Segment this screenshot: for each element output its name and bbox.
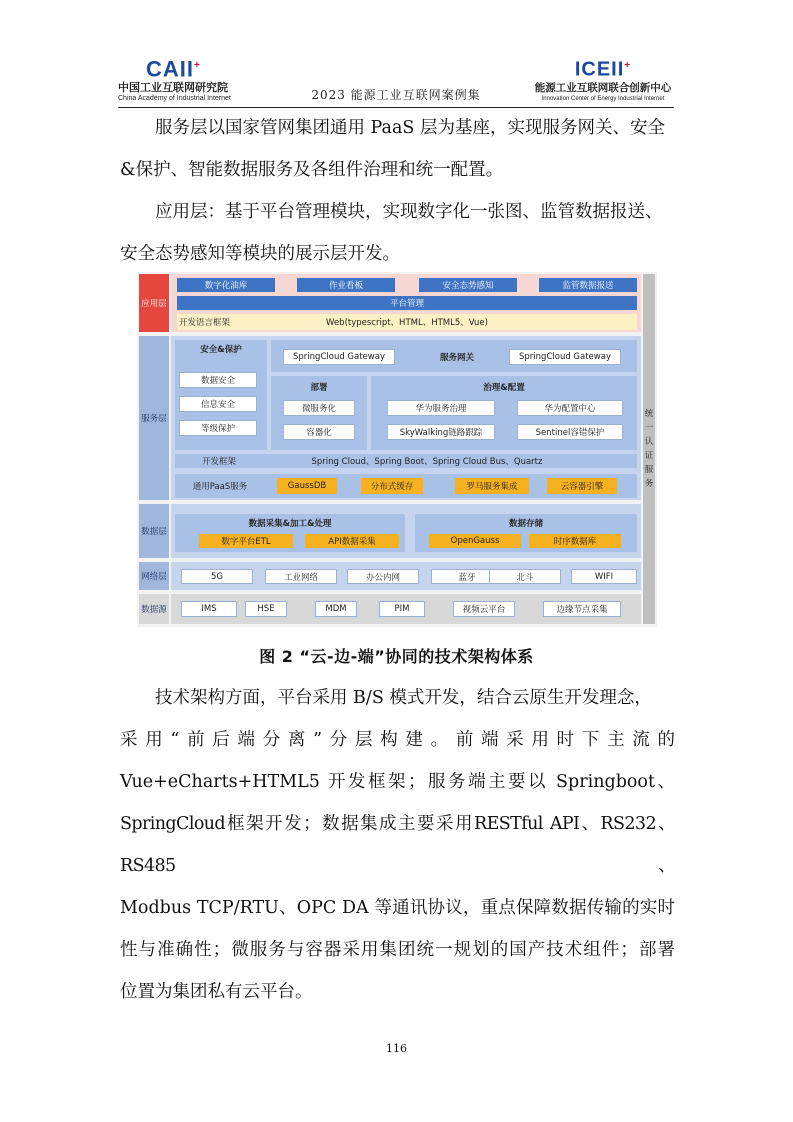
- source-item-4: PIM: [379, 601, 425, 617]
- platform-management: 平台管理: [177, 296, 637, 310]
- framework-label: 开发框架: [201, 457, 236, 467]
- governance-item-1: 华为服务治理: [387, 400, 495, 416]
- network-item-6: WIFI: [571, 569, 637, 584]
- deploy-item-2: 容器化: [283, 424, 355, 440]
- header-title: 2023 能源工业互联网案例集: [311, 88, 481, 102]
- paragraph-app-layer: 应用层：基于平台管理模块，实现数字化一张图、监管数据报送、安全态势感知等模块的展示层开发。: [120, 202, 663, 264]
- side-char-3: 认: [644, 437, 654, 447]
- side-char-6: 务: [644, 479, 654, 489]
- source-layer-label: 数据源: [139, 594, 169, 624]
- gateway-left: SpringCloud Gateway: [283, 349, 395, 365]
- caii-org-cn: 中国工业互联网研究院: [118, 81, 228, 95]
- tech-line-2: 采用“前后端分离”分层构建。前端采用时下主流的: [120, 730, 675, 750]
- app-module-2: 作业看板: [297, 278, 395, 292]
- paas-item-2: 分布式缓存: [361, 478, 423, 494]
- network-layer-label: 网络层: [139, 562, 169, 590]
- app-module-4: 监管数据报送: [539, 278, 637, 292]
- collect-item-2: API数据采集: [305, 534, 399, 548]
- dev-language-value: Web(typescript、HTML、HTML5、Vue): [326, 318, 488, 328]
- side-char-1: 统: [644, 409, 654, 419]
- tech-line-7: 位置为集团私有云平台。: [120, 982, 313, 1002]
- caii-logo: CAII+ 中国工业互联网研究院 China Academy of Industrial Internet: [118, 54, 258, 103]
- architecture-diagram: [137, 272, 657, 627]
- gateway-right: SpringCloud Gateway: [509, 349, 621, 365]
- framework-value: Spring Cloud、Spring Boot、Spring Cloud Bus、Quartz: [311, 457, 543, 467]
- paragraph-service-layer: 服务层以国家管网集团通用 PaaS 层为基座，实现服务网关、安全&保护、智能数据服务及各组件治理和统一配置。: [120, 118, 665, 180]
- side-char-5: 服: [644, 465, 654, 475]
- side-char-4: 证: [644, 451, 654, 461]
- source-item-2: HSE: [245, 601, 287, 617]
- governance-item-4: Sentinel容错保护: [517, 424, 623, 440]
- iceii-logo-mark: ICEII: [574, 58, 625, 81]
- network-item-1: 5G: [181, 569, 253, 584]
- app-module-1: 数字化油库: [177, 278, 275, 292]
- paas-item-3: 罗马服务集成: [455, 478, 529, 494]
- figure-caption: 图 2 “云-边-端”协同的技术架构体系: [259, 647, 534, 666]
- network-item-5: 北斗: [489, 569, 561, 584]
- security-item-1: 数据安全: [179, 372, 257, 388]
- network-item-2: 工业网络: [265, 569, 337, 584]
- dev-language-label: 开发语言框架: [179, 318, 231, 328]
- gateway-title: 服务网关: [439, 353, 474, 363]
- collect-item-1: 数字平台ETL: [199, 534, 293, 548]
- security-title: 安全&保护: [200, 345, 242, 355]
- governance-item-3: SkyWalking链路跟踪: [387, 424, 495, 440]
- deploy-item-1: 微服务化: [283, 400, 355, 416]
- page-header: [118, 52, 674, 108]
- side-char-2: 一: [644, 423, 654, 433]
- security-item-3: 等级保护: [179, 420, 257, 436]
- paas-item-1: GaussDB: [277, 478, 337, 494]
- paas-label: 通用PaaS服务: [192, 482, 248, 492]
- tech-line-6: 性与准确性；微服务与容器采用集团统一规划的国产技术组件；部署: [120, 940, 675, 960]
- source-item-1: IMS: [181, 601, 237, 617]
- unified-auth-service: [643, 274, 655, 624]
- data-layer-label: 数据层: [139, 504, 169, 558]
- paragraph-tech-architecture: [120, 677, 675, 1013]
- storage-title: 数据存储: [508, 519, 543, 529]
- app-module-3: 安全态势感知: [419, 278, 517, 292]
- storage-item-1: OpenGauss: [429, 534, 521, 548]
- governance-title: 治理&配置: [483, 383, 525, 393]
- governance-item-2: 华为配置中心: [517, 400, 623, 416]
- security-item-2: 信息安全: [179, 396, 257, 412]
- source-item-6: 边缘节点采集: [543, 601, 621, 617]
- paas-item-4: 云容器引擎: [547, 478, 617, 494]
- iceii-logo: ICEII+ 能源工业互联网联合创新中心 Innovation Center of Energy Industrial Internet: [532, 54, 674, 104]
- collect-title: 数据采集&加工&处理: [248, 519, 332, 529]
- tech-line-1: 技术架构方面，平台采用 B/S 模式开发，结合云原生开发理念，: [155, 688, 652, 708]
- tech-line-3: Vue+eCharts+HTML5 开发框架；服务端主要以 Springboot、: [120, 772, 675, 792]
- service-layer-label: 服务层: [139, 336, 169, 500]
- tech-line-4: SpringCloud框架开发；数据集成主要采用RESTful API、RS232、RS485、: [120, 814, 675, 876]
- network-item-4: 蓝牙: [431, 569, 503, 584]
- source-item-5: 视频云平台: [453, 601, 515, 617]
- iceii-org-cn: 能源工业互联网联合创新中心: [534, 81, 672, 94]
- app-layer-label: 应用层: [139, 274, 169, 332]
- iceii-org-en: Innovation Center of Energy Industrial Internet: [541, 95, 665, 102]
- caii-org-en: China Academy of Industrial Internet: [118, 95, 231, 103]
- network-item-3: 办公内网: [347, 569, 419, 584]
- storage-item-2: 时序数据库: [529, 534, 621, 548]
- tech-line-5: Modbus TCP/RTU、OPC DA 等通讯协议，重点保障数据传输的实时: [120, 898, 675, 918]
- caii-logo-mark: CAII: [146, 56, 194, 82]
- page-number: 116: [386, 1042, 407, 1055]
- deploy-title: 部署: [310, 383, 328, 393]
- source-item-3: MDM: [315, 601, 357, 617]
